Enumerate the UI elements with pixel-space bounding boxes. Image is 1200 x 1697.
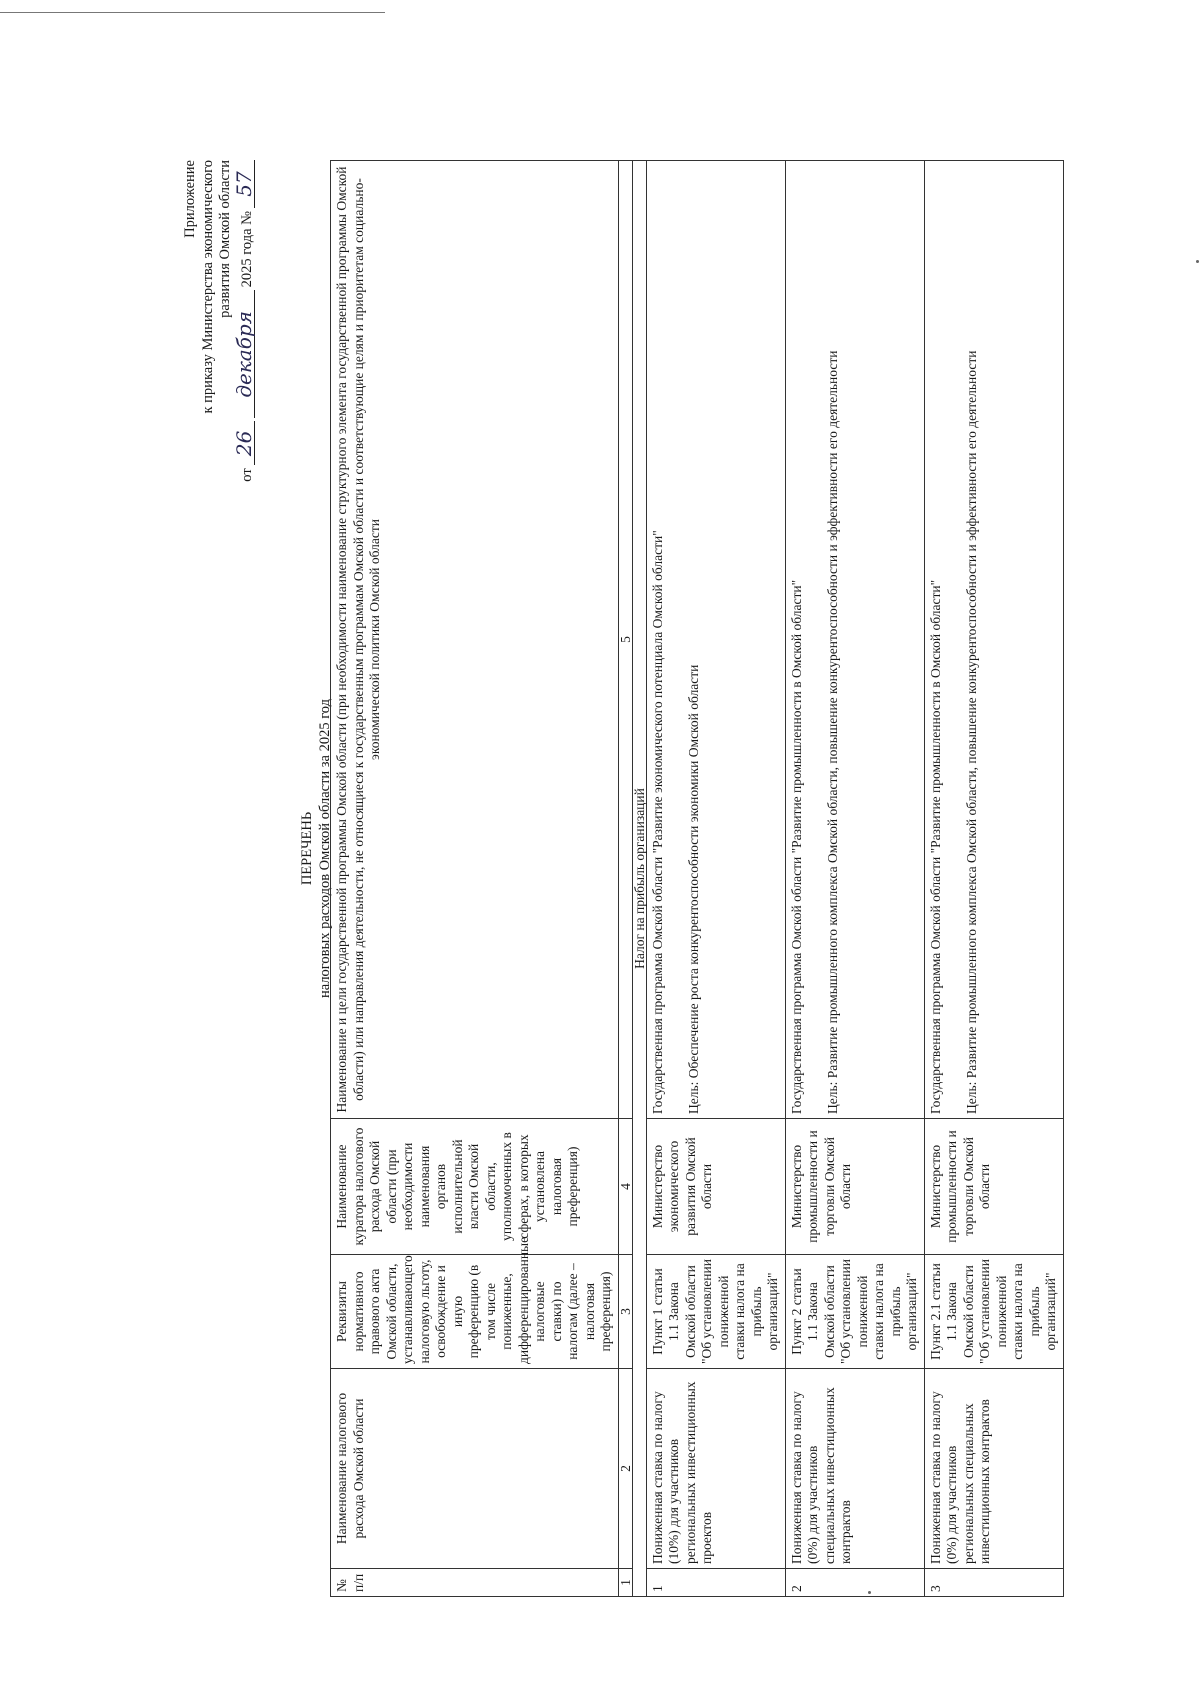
document-subtitle: налоговых расходов Омской области за 2025 год — [317, 699, 333, 998]
handwritten-day: 26 — [235, 421, 255, 465]
row-curator: Министерство промышленности и торговли Омской области — [785, 1119, 924, 1255]
row-curator: Министерство промышленности и торговли Омской области — [924, 1119, 1063, 1255]
row-name: Пониженная ставка по налогу (0%) для участников региональных специальных инвестиционных контрактов — [924, 1369, 1063, 1569]
header-goals: Наименование и цели государственной программы Омской области (при необходимости наименование структурного элемента государственной программы Омской области) или направления деятельности, не относящиеся к государственным программам Омской области и соответствующие целям и приоритетам социально-экономической политики Омской области — [331, 161, 619, 1119]
appendix-ministry: развития Омской области — [217, 160, 233, 318]
row-program: Государственная программа Омской области "Развитие экономического потенциала Омской области" — [649, 530, 665, 1114]
row-num: 1 — [646, 1569, 785, 1597]
row-program: Государственная программа Омской области "Развитие промышленности в Омской области" — [927, 579, 943, 1114]
row-name: Пониженная ставка по налогу (0%) для участников специальных инвестиционных контрактов — [785, 1369, 924, 1569]
index-cell: 2 — [618, 1369, 632, 1569]
header-curator: Наименование куратора налогового расхода Омской области (при необходимости наименования органов исполнительной власти Омской области, уполномоченных в сферах, в которых установлена налоговая преференция) — [331, 1119, 619, 1255]
header-requisites: Реквизиты нормативного правового акта Омской области, устанавливающего налоговую льготу, освобождение и иную преференцию (в том числе пониженные, дифференцированные налоговые ставки) по налогам (далее – налоговая преференция) — [331, 1255, 619, 1369]
row-requisites: Пункт 2 статьи 1.1 Закона Омской области "Об установлении пониженной ставки налога на прибыль организаций" — [785, 1255, 924, 1369]
index-cell: 5 — [618, 161, 632, 1119]
row-num: 3 — [924, 1569, 1063, 1597]
table-row — [646, 161, 785, 1597]
row-goals — [785, 161, 924, 1119]
table-row — [924, 161, 1063, 1597]
index-cell: 1 — [618, 1569, 632, 1597]
from-prefix: от — [238, 468, 255, 482]
row-goals — [646, 161, 785, 1119]
row-goal: Цель: Развитие промышленного комплекса Омской области, повышение конкурентоспособности и эффективности его деятельности — [964, 350, 979, 1114]
handwritten-order-number: 57 — [235, 160, 255, 208]
row-name: Пониженная ставка по налогу (10%) для участников региональных инвестиционных проектов — [646, 1369, 785, 1569]
tax-expenditure-table — [330, 160, 1064, 1597]
appendix-block — [182, 160, 256, 482]
year-text: 2025 года № — [238, 211, 255, 288]
column-index-row — [618, 161, 632, 1597]
appendix-date-line — [231, 160, 257, 482]
row-requisites: Пункт 1 статьи 1.1 Закона Омской области "Об установлении пониженной ставки налога на прибыль организаций" — [646, 1255, 785, 1369]
row-goal: Цель: Обеспечение роста конкурентоспособности экономики Омской области — [686, 664, 701, 1114]
row-curator: Министерство экономического развития Омской области — [646, 1119, 785, 1255]
document-title — [298, 0, 334, 1697]
section-title: Налог на прибыль организаций — [632, 161, 646, 1597]
appendix-order-ref: к приказу Министерства экономического — [199, 160, 216, 414]
header-num: № п/п — [331, 1569, 619, 1597]
table-header-row — [331, 161, 619, 1597]
row-requisites: Пункт 2.1 статьи 1.1 Закона Омской области "Об установлении пониженной ставки налога на прибыль организаций" — [924, 1255, 1063, 1369]
table-row — [785, 161, 924, 1597]
appendix-title: Приложение — [182, 160, 198, 238]
row-goal: Цель: Развитие промышленного комплекса Омской области, повышение конкурентоспособности и эффективности его деятельности — [825, 350, 840, 1114]
index-cell: 3 — [618, 1255, 632, 1369]
row-num: 2 — [785, 1569, 924, 1597]
row-goals — [924, 161, 1063, 1119]
index-cell: 4 — [618, 1119, 632, 1255]
header-name: Наименование налогового расхода Омской области — [331, 1369, 619, 1569]
section-row — [632, 161, 646, 1597]
document-heading: ПЕРЕЧЕНЬ — [299, 811, 315, 886]
handwritten-month: декабря — [235, 290, 255, 418]
row-program: Государственная программа Омской области "Развитие промышленности в Омской области" — [788, 579, 804, 1114]
